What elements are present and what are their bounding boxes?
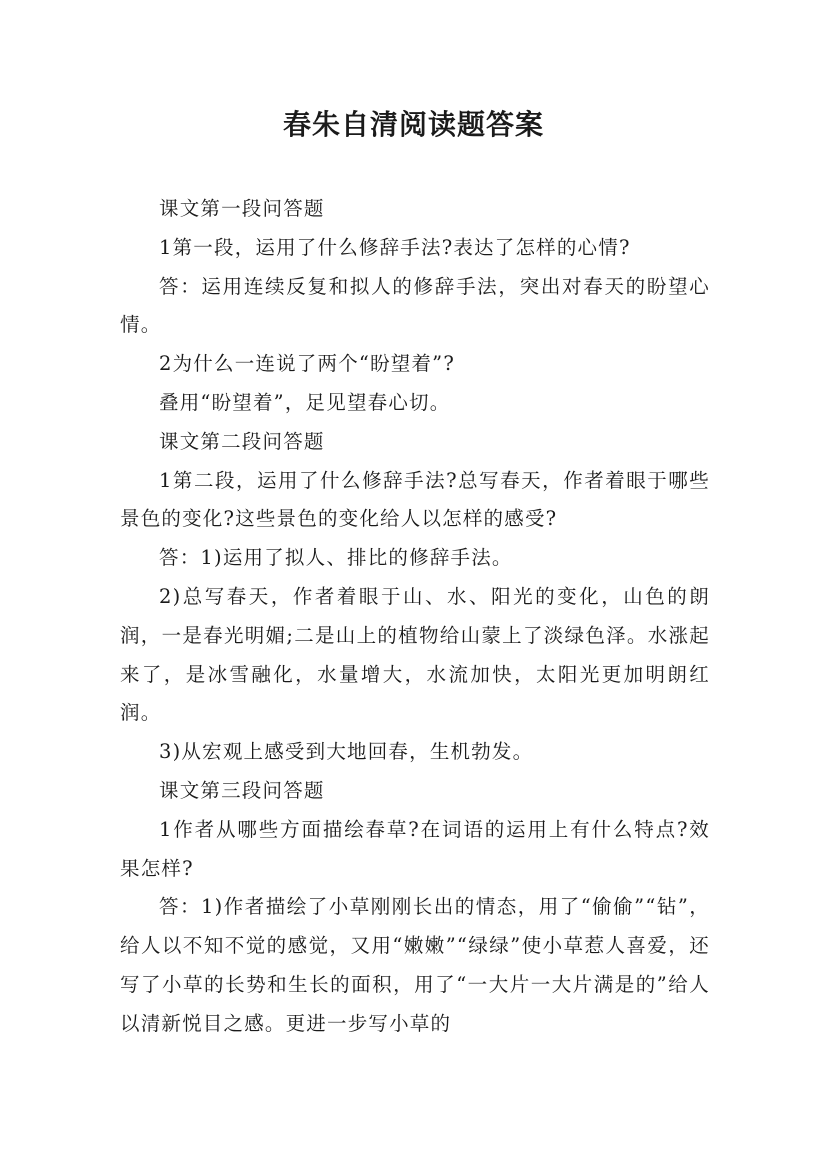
question-3-1: 1作者从哪些方面描绘春草?在词语的运用上有什么特点?效果怎样? (120, 817, 710, 880)
question-1-1: 1第一段，运用了什么修辞手法?表达了怎样的心情? (159, 235, 631, 259)
answer-2-1-part-2: 2)总写春天，作者着眼于山、水、阳光的变化，山色的朗润，一是春光明媚;二是山上的植物给山蒙上了淡绿色泽。水涨起来了，是冰雪融化，水量增大，水流加快，太阳光更加明朗红润。 (120, 584, 710, 725)
section-heading-1: 课文第一段问答题 (159, 197, 325, 220)
answer-1-1: 答：运用连续反复和拟人的修辞手法，突出对春天的盼望心情。 (120, 274, 710, 337)
section-heading-3: 课文第三段问答题 (159, 778, 325, 802)
question-1-2: 2为什么一连说了两个“盼望着”? (159, 352, 455, 376)
section-heading-2: 课文第二段问答题 (159, 429, 325, 453)
answer-2-1-part-3: 3)从宏观上感受到大地回春，生机勃发。 (159, 740, 534, 764)
document-body (120, 190, 710, 1044)
question-2-1: 1第二段，运用了什么修辞手法?总写春天，作者着眼于哪些景色的变化?这些景色的变化给人以怎样的感受? (120, 468, 710, 531)
answer-2-1-part-1: 答：1)运用了拟人、排比的修辞手法。 (159, 546, 513, 570)
document-title: 春朱自清阅读题答案 (282, 108, 544, 141)
answer-3-1: 答：1)作者描绘了小草刚刚长出的情态，用了“偷偷”“钻”，给人以不知不觉的感觉，又用“嫩嫩”“绿绿”使小草惹人喜爱，还写了小草的长势和生长的面积，用了“一大片一大片满是的”给人以清新悦目之感。更进一步写小草的 (120, 895, 710, 1035)
answer-1-2: 叠用“盼望着”，足见望春心切。 (159, 390, 451, 414)
